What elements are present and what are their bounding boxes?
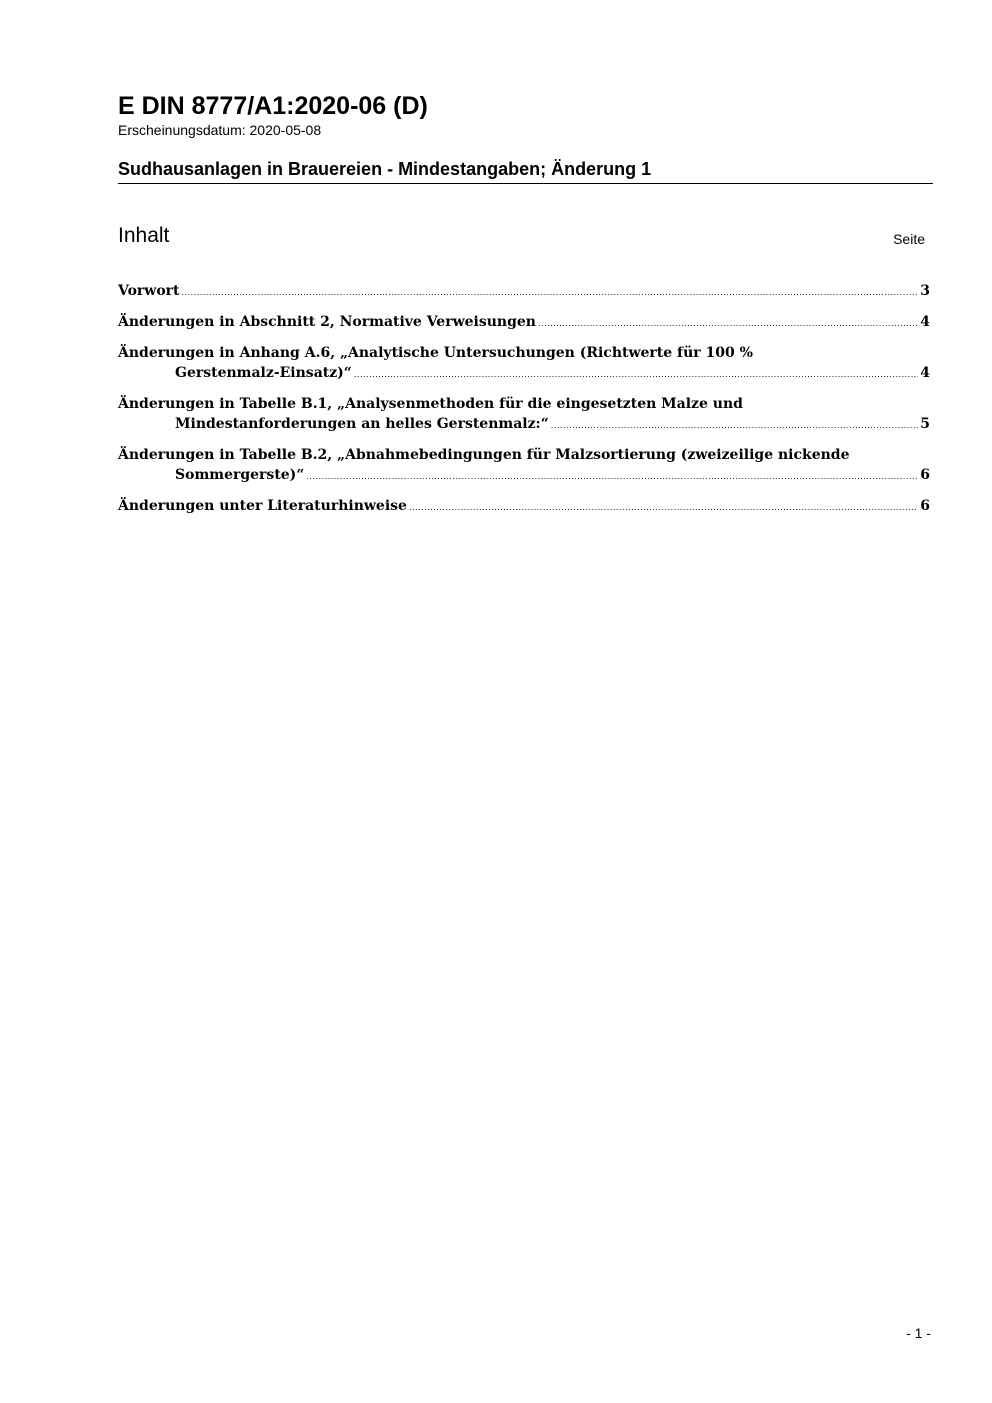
toc-entry-page: 4	[920, 365, 930, 381]
page-number: - 1 -	[906, 1325, 931, 1341]
toc-leader-dots	[551, 420, 918, 432]
toc-entry-literaturhinweise[interactable]	[118, 496, 930, 516]
toc-leader-dots	[538, 318, 918, 330]
table-of-contents	[118, 281, 930, 527]
toc-entry-title-continuation: Mindestanforderungen an helles Gerstenmalz:“	[175, 416, 549, 432]
title-underline	[118, 183, 933, 184]
toc-entry-vorwort[interactable]	[118, 281, 930, 301]
toc-entry-page: 6	[920, 467, 930, 483]
toc-entry-title: Änderungen in Tabelle B.1, „Analysenmethoden für die eingesetzten Malze und	[118, 396, 743, 412]
toc-leader-dots	[354, 369, 918, 381]
toc-entry-title: Änderungen unter Literaturhinweise	[118, 498, 407, 514]
document-id: E DIN 8777/A1:2020-06 (D)	[118, 92, 428, 120]
toc-entry-title: Vorwort	[118, 283, 180, 299]
toc-entry-tabelle-b2[interactable]	[118, 445, 930, 485]
toc-entry-page: 3	[920, 283, 930, 299]
toc-leader-dots	[409, 502, 918, 514]
toc-entry-title: Änderungen in Tabelle B.2, „Abnahmebedingungen für Malzsortierung (zweizeilige nickende	[118, 447, 850, 463]
toc-entry-tabelle-b1[interactable]	[118, 394, 930, 434]
toc-leader-dots	[306, 471, 918, 483]
toc-entry-abschnitt-2[interactable]	[118, 312, 930, 332]
toc-entry-title-continuation: Sommergerste)“	[175, 467, 305, 483]
toc-entry-anhang-a6[interactable]	[118, 343, 930, 383]
toc-entry-page: 5	[920, 416, 930, 432]
toc-leader-dots	[182, 287, 919, 299]
toc-heading: Inhalt	[118, 224, 170, 247]
document-title: Sudhausanlagen in Brauereien - Mindestangaben; Änderung 1	[118, 159, 652, 179]
publication-date: Erscheinungsdatum: 2020-05-08	[118, 122, 322, 138]
toc-entry-title-continuation: Gerstenmalz-Einsatz)“	[175, 365, 352, 381]
toc-entry-page: 6	[920, 498, 930, 514]
toc-entry-page: 4	[920, 314, 930, 330]
toc-entry-title: Änderungen in Abschnitt 2, Normative Verweisungen	[118, 314, 536, 330]
toc-page-column-label: Seite	[893, 231, 925, 247]
toc-entry-title: Änderungen in Anhang A.6, „Analytische Untersuchungen (Richtwerte für 100 %	[118, 345, 753, 361]
